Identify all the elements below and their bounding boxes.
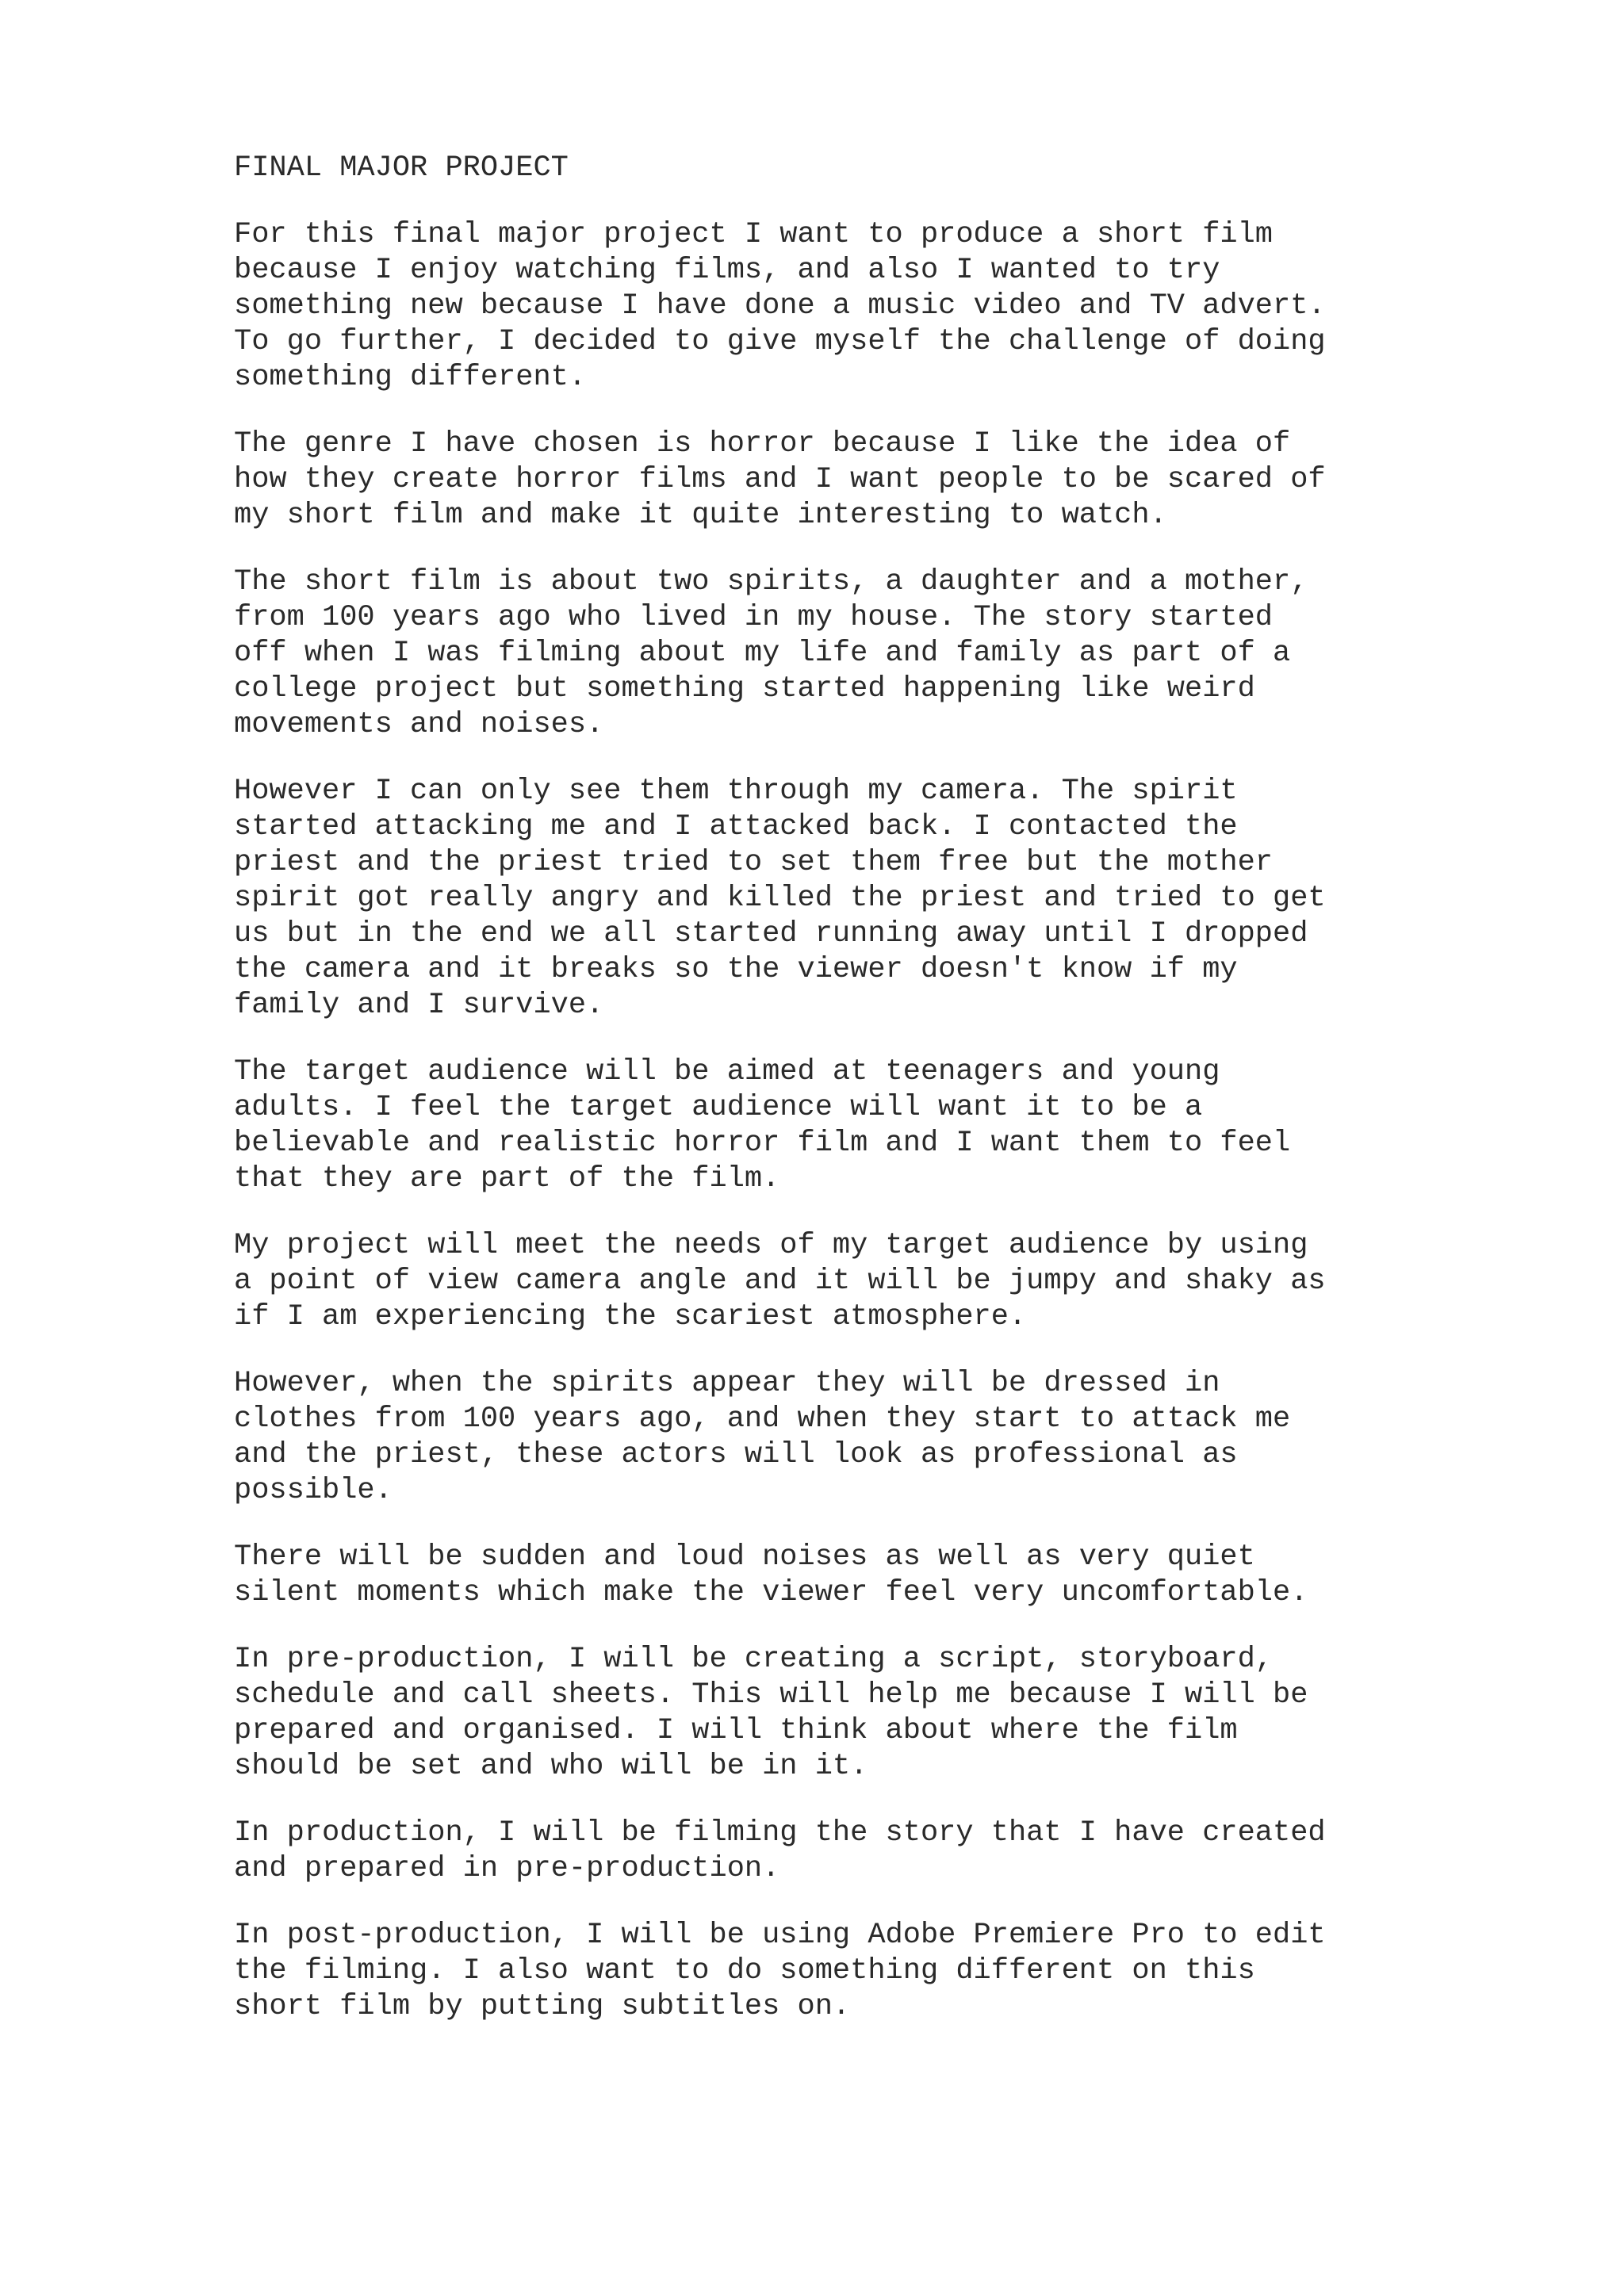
document-body xyxy=(234,151,1519,2025)
document-title: FINAL MAJOR PROJECT xyxy=(234,151,569,185)
paragraph-production: In production, I will be filming the story that I have created and prepared in pre-production. xyxy=(234,1816,1326,1885)
paragraph-plot: However I can only see them through my camera. The spirit started attacking me and I attacked back. I contacted the priest and the priest tried to set them free but the mother spirit got really angry and killed the priest and tried to get us but in the end we all started running away until I dropped the camera and it breaks so the viewer doesn't know if my family and I survive. xyxy=(234,775,1326,1022)
paragraph-pre-production: In pre-production, I will be creating a script, storyboard, schedule and call sheets. This will help me because I will be prepared and organised. I will think about where the film should be set and who will be in it. xyxy=(234,1643,1308,1783)
paragraph-sound: There will be sudden and loud noises as well as very quiet silent moments which make the viewer feel very uncomfortable. xyxy=(234,1540,1308,1609)
paragraph-audience: The target audience will be aimed at teenagers and young adults. I feel the target audience will want it to be a believable and realistic horror film and I want them to feel that they are part of the film. xyxy=(234,1055,1291,1196)
paragraph-intro: For this final major project I want to produce a short film because I enjoy watching films, and also I wanted to try something new because I have done a music video and TV advert. To go further, I decided to give myself the challenge of doing something different. xyxy=(234,218,1326,394)
paragraph-genre: The genre I have chosen is horror because I like the idea of how they create horror films and I want people to be scared of my short film and make it quite interesting to watch. xyxy=(234,427,1326,532)
paragraph-audience-needs: My project will meet the needs of my target audience by using a point of view camera angle and it will be jumpy and shaky as if I am experiencing the scariest atmosphere. xyxy=(234,1229,1326,1334)
paragraph-story: The short film is about two spirits, a daughter and a mother, from 100 years ago who lived in my house. The story started off when I was filming about my life and family as part of a college project but something started happening like weird movements and noises. xyxy=(234,565,1308,741)
paragraph-post-production: In post-production, I will be using Adobe Premiere Pro to edit the filming. I also want to do something different on this short film by putting subtitles on. xyxy=(234,1919,1326,2023)
paragraph-costume: However, when the spirits appear they will be dressed in clothes from 100 years ago, and when they start to attack me and the priest, these actors will look as professional as possible. xyxy=(234,1367,1291,1507)
